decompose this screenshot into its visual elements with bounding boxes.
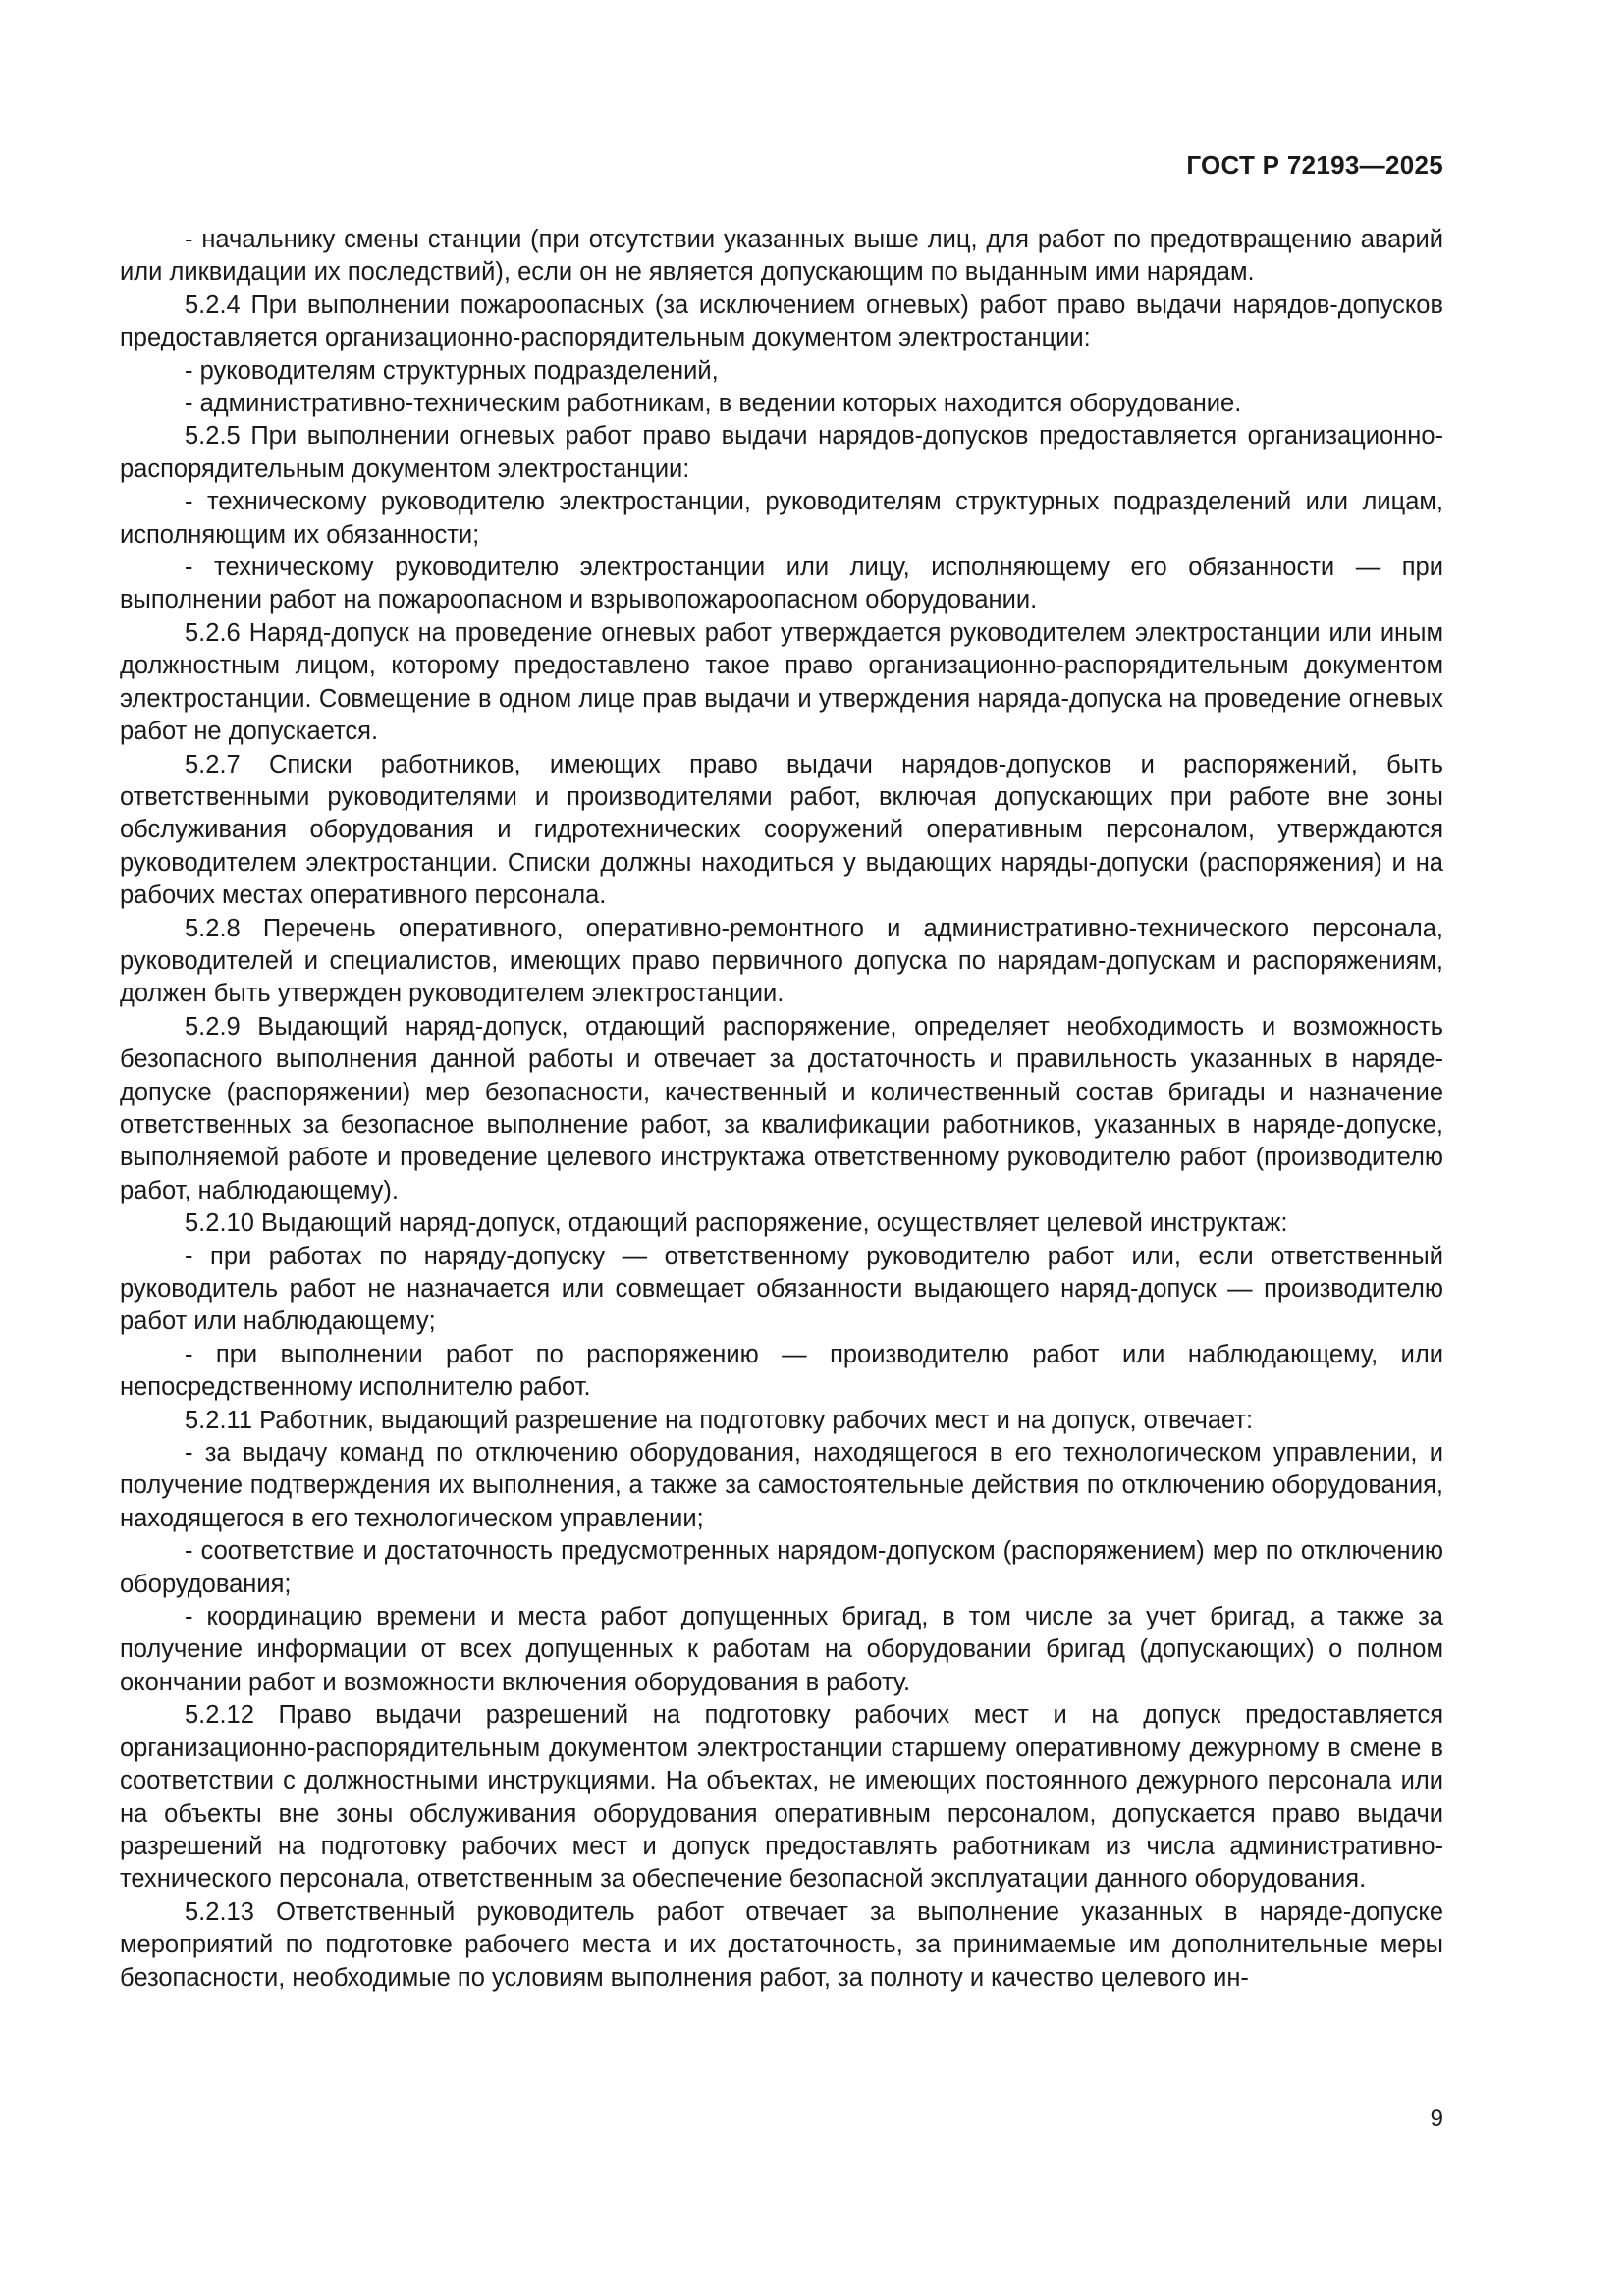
paragraph: - административно-техническим работникам, в ведении которых находится оборудование. bbox=[185, 390, 1242, 418]
paragraph: - за выдачу команд по отключению оборудования, находящегося в его технологическом управлении, и получение подтверждения их выполнения, а также за самостоятельные действия по отключению оборудования, находящегося в его технологическом управлении; bbox=[120, 1439, 1443, 1532]
paragraph: - техническому руководителю электростанции или лицу, исполняющему его обязанности — при выполнении работ на пожароопасном и взрывопожароопасном оборудовании. bbox=[120, 554, 1443, 614]
paragraph: - начальнику смены станции (при отсутствии указанных выше лиц, для работ по предотвращению аварий или ликвидации их последствий), если он не является допускающим по выданным ими нарядам. bbox=[120, 226, 1443, 287]
paragraph: 5.2.5 При выполнении огневых работ право выдачи нарядов-допусков предоставляется организационно-распорядительным документом электростанции: bbox=[120, 422, 1443, 483]
paragraph: 5.2.7 Списки работников, имеющих право выдачи нарядов-допусков и распоряжений, быть ответственными руководителями и производителями работ, включая допускающих при работе вне зоны обслуживания оборудования и гидротехнических сооружений оперативным персоналом, утверждаются руководителем электростанции. Списки должны находиться у выдающих наряды-допуски (распоряжения) и на рабочих местах оперативного персонала. bbox=[120, 750, 1443, 910]
paragraph: 5.2.6 Наряд-допуск на проведение огневых работ утверждается руководителем электростанции или иным должностным лицом, которому предоставлено такое право организационно-распорядительным документом электростанции. Совмещение в одном лице прав выдачи и утверждения наряда-допуска на проведение огневых работ не допускается. bbox=[120, 618, 1443, 746]
paragraph: 5.2.13 Ответственный руководитель работ отвечает за выполнение указанных в наряде-допуске мероприятий по подготовке рабочего места и их достаточность, за принимаемые им дополнительные меры безопасности, необходимые по условиям выполнения работ, за полноту и качество целевого ин- bbox=[120, 1897, 1443, 1992]
page-number: 9 bbox=[1430, 2106, 1443, 2132]
paragraph: - координацию времени и места работ допущенных бригад, в том числе за учет бригад, а также за получение информации от всех допущенных к работам на оборудовании бригад (допускающих) о полном окончании работ и возможности включения оборудования в работу. bbox=[120, 1603, 1443, 1696]
paragraph: 5.2.10 Выдающий наряд-допуск, отдающий распоряжение, осуществляет целевой инструктаж: bbox=[185, 1209, 1288, 1238]
paragraph: - при выполнении работ по распоряжению — производителю работ или наблюдающему, или непосредственному исполнителю работ. bbox=[120, 1340, 1443, 1402]
paragraph: 5.2.12 Право выдачи разрешений на подготовку рабочих мест и на допуск предоставляется организационно-распорядительным документом электростанции старшему оперативному дежурному в смене в соответствии с должностными инструкциями. На объектах, не имеющих постоянного дежурного персонала или на объекты вне зоны обслуживания оборудования оперативным персоналом, допускается право выдачи разрешений на подготовку рабочих мест и допуск предоставлять работникам из числа административно-технического персонала, ответственным за обеспечение безопасной эксплуатации данного оборудования. bbox=[120, 1701, 1443, 1894]
paragraph: - руководителям структурных подразделений, bbox=[185, 356, 719, 385]
paragraph: - при работах по наряду-допуску — ответственному руководителю работ или, если ответственный руководитель работ не назначается или совмещает обязанности выдающего наряд-допуск — производителю работ или наблюдающему; bbox=[120, 1242, 1443, 1336]
paragraph: 5.2.4 При выполнении пожароопасных (за исключением огневых) работ право выдачи нарядов-допусков предоставляется организационно-распорядительным документом электростанции: bbox=[120, 291, 1443, 352]
document-code: ГОСТ Р 72193—2025 bbox=[1186, 150, 1443, 180]
paragraph: 5.2.11 Работник, выдающий разрешение на подготовку рабочих мест и на допуск, отвечает: bbox=[185, 1406, 1254, 1434]
paragraph: - техническому руководителю электростанции, руководителям структурных подразделений или лицам, исполняющим их обязанности; bbox=[120, 488, 1443, 549]
paragraph: 5.2.8 Перечень оперативного, оперативно-ремонтного и административно-технического персонала, руководителей и специалистов, имеющих право первичного допуска по нарядам-допускам и распоряжениям, должен быть утвержден руководителем электростанции. bbox=[120, 914, 1443, 1008]
document-body bbox=[120, 224, 1443, 1995]
paragraph: - соответствие и достаточность предусмотренных нарядом-допуском (распоряжением) мер по отключению оборудования; bbox=[120, 1537, 1443, 1598]
paragraph: 5.2.9 Выдающий наряд-допуск, отдающий распоряжение, определяет необходимость и возможность безопасного выполнения данной работы и отвечает за достаточность и правильность указанных в наряде-допуске (распоряжении) мер безопасности, качественный и количественный состав бригады и назначение ответственных за безопасное выполнение работ, за квалификации работников, указанных в наряде-допуске, выполняемой работе и проведение целевого инструктажа ответственному руководителю работ (производителю работ, наблюдающему). bbox=[120, 1012, 1443, 1204]
